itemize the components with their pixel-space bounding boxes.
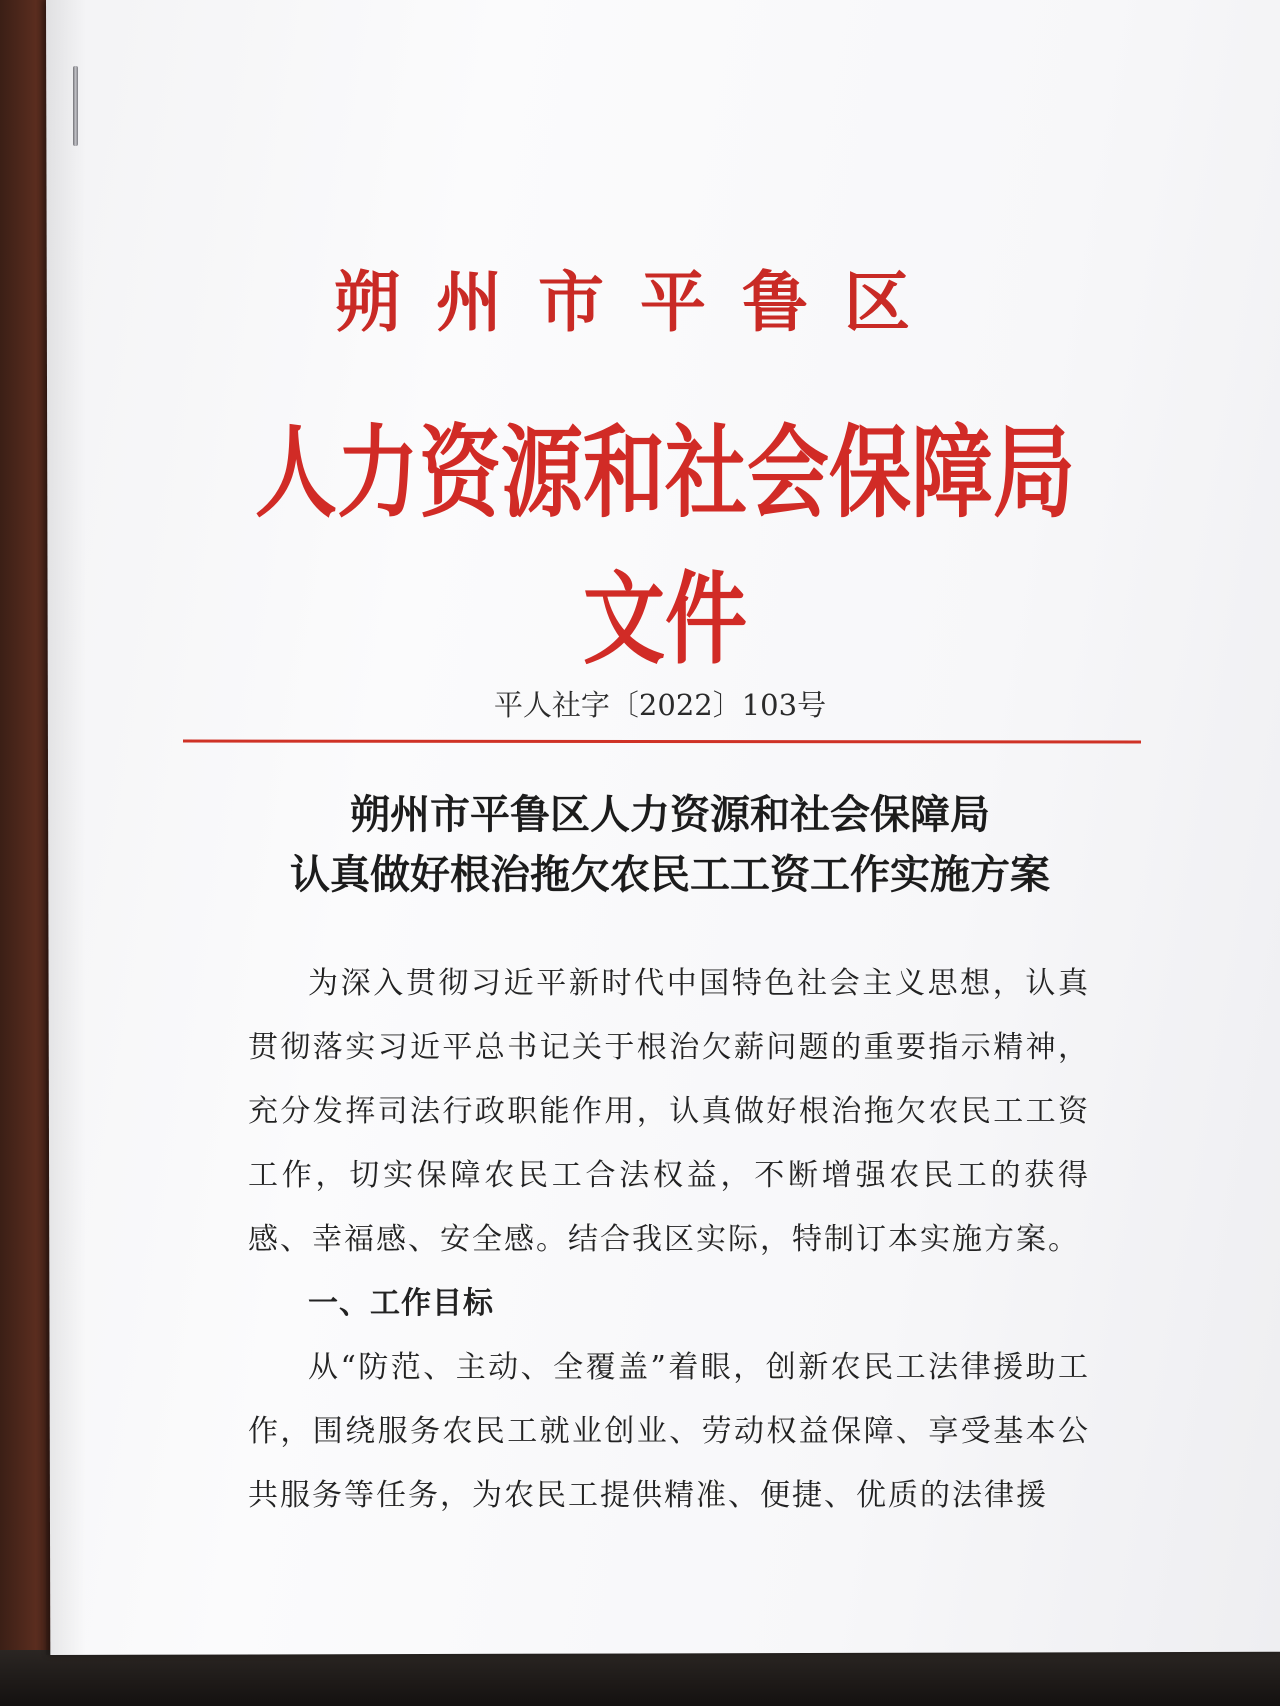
section-heading: 一、工作目标 <box>308 1286 494 1321</box>
staple-icon <box>73 66 78 146</box>
title-line1: 朔州市平鲁区人力资源和社会保障局 <box>350 791 990 838</box>
title-line2: 认真做好根治拖欠农民工工资工作实施方案 <box>290 851 1050 898</box>
agency-header-line1: 朔州市平鲁区 <box>334 263 946 341</box>
intro-paragraph: 为深入贯彻习近平新时代中国特色社会主义思想，认真贯彻落实习近平总书记关于根治欠薪问题的重要指示精神，充分发挥司法行政职能作用，认真做好根治拖欠农民工工资工作，切实保障农民工合法权益，不断增强农民工的获得感、幸福感、安全感。结合我区实际，特制订本实施方案。 <box>248 966 1090 1257</box>
document-title <box>200 785 1140 905</box>
document-number: 平人社字〔2022〕103号 <box>493 688 827 722</box>
document-body <box>248 952 1090 1528</box>
desk-bottom-edge <box>0 1650 1280 1706</box>
agency-header-line2: 人力资源和社会保障局文件 <box>254 414 1075 679</box>
section1-paragraph: 从“防范、主动、全覆盖”着眼，创新农民工法律援助工作，围绕服务农民工就业创业、劳动权益保障、享受基本公共服务等任务，为农民工提供精准、便捷、优质的法律援 <box>248 1350 1090 1513</box>
